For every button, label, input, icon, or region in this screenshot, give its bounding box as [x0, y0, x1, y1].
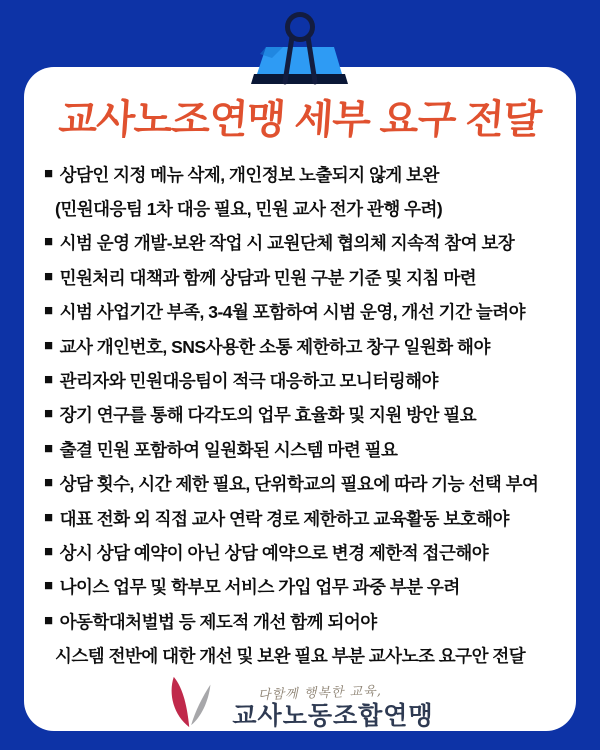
bullet-square-icon: ■ [44, 371, 53, 389]
list-item-text: 아동학대처벌법 등 제도적 개선 함께 되어야 [59, 611, 377, 632]
union-logo-text [232, 683, 434, 730]
list-item-text: 민원처리 대책과 함께 상담과 민원 구분 기준 및 지침 마련 [59, 267, 477, 288]
bullet-square-icon: ■ [44, 474, 53, 492]
list-item [44, 604, 546, 638]
list-item [44, 226, 546, 260]
list-item [44, 570, 546, 604]
bullet-square-icon: ■ [44, 611, 53, 629]
list-item [44, 467, 546, 501]
list-item-text: 나이스 업무 및 학부모 서비스 가입 업무 과중 부분 우려 [59, 577, 460, 598]
demand-list [44, 157, 546, 673]
bullet-square-icon: ■ [44, 336, 53, 354]
list-item [44, 535, 546, 569]
union-slogan: 다함께 행복한 교육, [258, 683, 383, 704]
union-logo-leaf-icon [166, 675, 224, 729]
bullet-square-icon: ■ [44, 542, 53, 560]
list-item-text: 관리자와 민원대응팀이 적극 대응하고 모니터링해야 [59, 371, 438, 392]
list-item-continuation [44, 638, 546, 672]
list-item [44, 432, 546, 466]
list-item-text: 상담인 지정 메뉴 삭제, 개인정보 노출되지 않게 보완 [59, 164, 439, 185]
page-title: 교사노조연맹 세부 요구 전달 [57, 98, 543, 142]
union-logo [0, 671, 600, 729]
list-item-text: 상담 횟수, 시간 제한 필요, 단위학교의 필요에 따라 기능 선택 부여 [59, 474, 539, 495]
list-item-text: 교사 개인번호, SNS사용한 소통 제한하고 창구 일원화 해야 [59, 336, 490, 357]
bullet-square-icon: ■ [44, 439, 53, 457]
list-item [44, 157, 546, 191]
list-item [44, 329, 546, 363]
bullet-square-icon: ■ [44, 233, 53, 251]
binder-clip-icon [250, 6, 350, 90]
bullet-square-icon: ■ [44, 508, 53, 526]
list-item-text: (민원대응팀 1차 대응 필요, 민원 교사 전가 관행 우려) [55, 199, 443, 220]
bullet-square-icon: ■ [44, 267, 53, 285]
list-item [44, 295, 546, 329]
list-item [44, 260, 546, 294]
bullet-square-icon: ■ [44, 577, 53, 595]
list-item-text: 대표 전화 외 직접 교사 연락 경로 제한하고 교육활동 보호해야 [59, 508, 509, 529]
list-item-text: 시범 사업기간 부족, 3-4월 포함하여 시범 운영, 개선 기간 늘려야 [59, 302, 526, 323]
list-item-continuation [44, 191, 546, 225]
union-name: 교사노동조합연맹 [232, 702, 434, 730]
bullet-square-icon: ■ [44, 302, 53, 320]
list-item-text: 시스템 전반에 대한 개선 및 보완 필요 부분 교사노조 요구안 전달 [55, 646, 526, 667]
list-item-text: 시범 운영 개발-보완 작업 시 교원단체 협의체 지속적 참여 보장 [59, 233, 515, 254]
list-item-text: 장기 연구를 통해 다각도의 업무 효율화 및 지원 방안 필요 [59, 405, 477, 426]
bullet-square-icon: ■ [44, 164, 53, 182]
list-item-text: 상시 상담 예약이 아닌 상담 예약으로 변경 제한적 접근해야 [59, 542, 489, 563]
bullet-square-icon: ■ [44, 405, 53, 423]
list-item [44, 363, 546, 397]
list-item [44, 501, 546, 535]
list-item [44, 398, 546, 432]
list-item-text: 출결 민원 포함하여 일원화된 시스템 마련 필요 [59, 439, 398, 460]
